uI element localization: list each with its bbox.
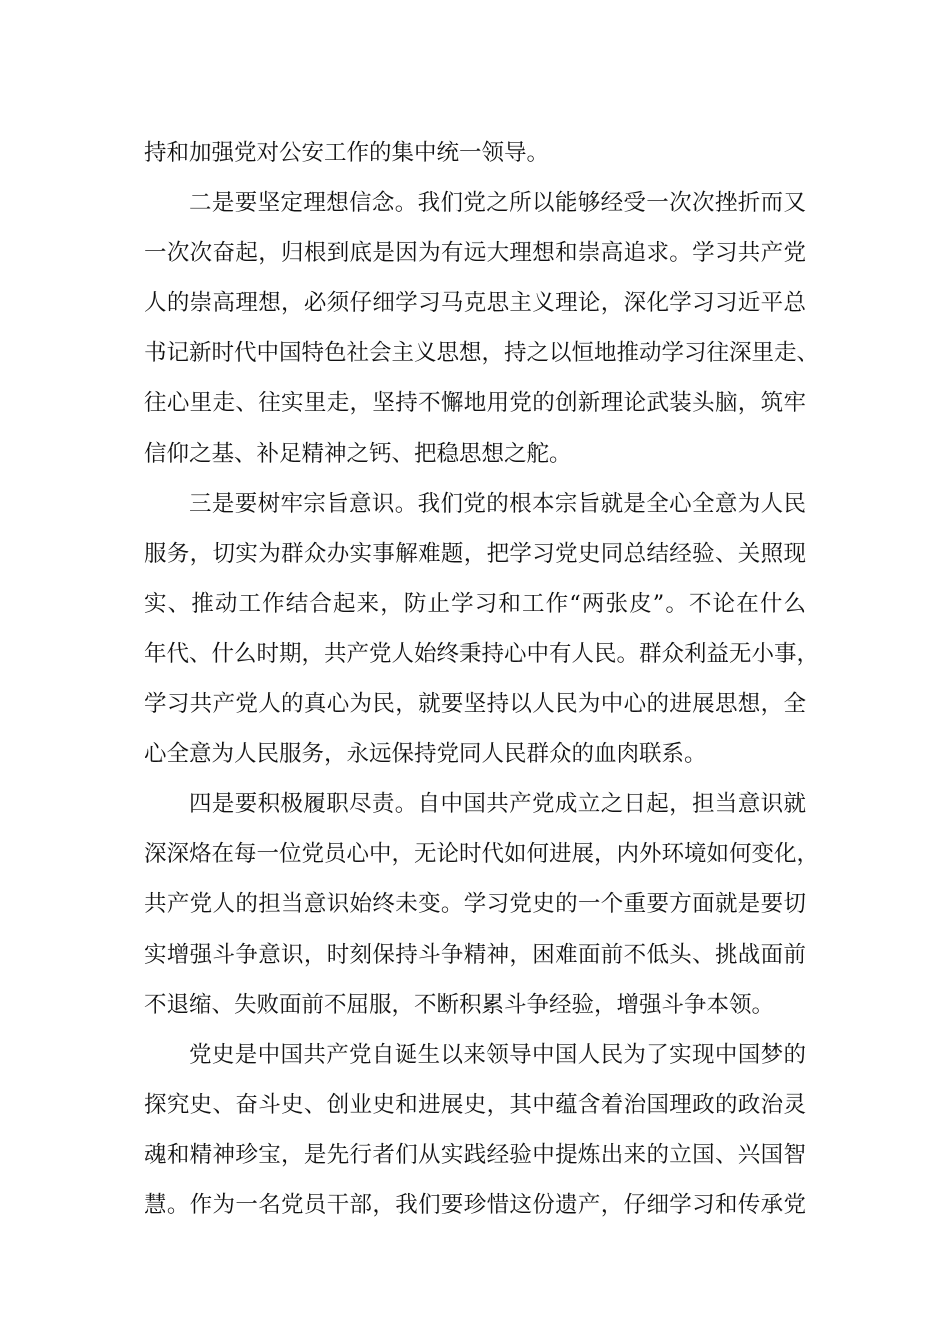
paragraph-3-line: 三是要树牢宗旨意识。我们党的根本宗旨就是全心全意为人民 <box>189 490 806 517</box>
text-line: 年代、什么时期，共产党人始终秉持心中有人民。群众利益无小事， <box>144 640 820 667</box>
paragraph-5-line: 党史是中国共产党自诞生以来领导中国人民为了实现中国梦的 <box>189 1041 806 1068</box>
text-line: 共产党人的担当意识始终未变。学习党史的一个重要方面就是要切 <box>144 891 806 918</box>
text-line: 深深烙在每一位党员心中，无论时代如何进展，内外环境如何变化， <box>144 841 820 868</box>
text-line: 一次次奋起，归根到底是因为有远大理想和崇高追求。学习共产党 <box>144 240 806 267</box>
text-line: 持和加强党对公安工作的集中统一领导。 <box>144 140 550 166</box>
text-line: 往心里走、往实里走，坚持不懈地用党的创新理论武装头脑，筑牢 <box>144 390 806 417</box>
document-body <box>144 128 820 1230</box>
text-line: 书记新时代中国特色社会主义思想，持之以恒地推动学习往深里走、 <box>144 340 820 367</box>
text-line: 人的崇高理想，必须仔细学习马克思主义理论，深化学习习近平总 <box>144 290 806 317</box>
paragraph-2-line: 二是要坚定理想信念。我们党之所以能够经受一次次挫折而又 <box>189 190 806 217</box>
text-line: 探究史、奋斗史、创业史和进展史，其中蕴含着治国理政的政治灵 <box>144 1091 806 1118</box>
text-line: 魂和精神珍宝，是先行者们从实践经验中提炼出来的立国、兴国智 <box>144 1141 806 1168</box>
text-line: 学习共产党人的真心为民，就要坚持以人民为中心的进展思想，全 <box>144 691 806 718</box>
text-line: 实增强斗争意识，时刻保持斗争精神，困难面前不低头、挑战面前 <box>144 941 806 968</box>
paragraph-4-line: 四是要积极履职尽责。自中国共产党成立之日起，担当意识就 <box>189 791 806 818</box>
text-line: 实、推动工作结合起来，防止学习和工作“两张皮”。不论在什么 <box>144 590 806 617</box>
text-line: 慧。作为一名党员干部，我们要珍惜这份遗产，仔细学习和传承党 <box>144 1191 806 1218</box>
text-line: 不退缩、失败面前不屈服，不断积累斗争经验，增强斗争本领。 <box>144 991 775 1018</box>
text-line: 信仰之基、补足精神之钙、把稳思想之舵。 <box>144 440 572 467</box>
text-line: 服务，切实为群众办实事解难题，把学习党史同总结经验、关照现 <box>144 540 806 567</box>
text-line: 心全意为人民服务，永远保持党同人民群众的血肉联系。 <box>144 741 707 768</box>
